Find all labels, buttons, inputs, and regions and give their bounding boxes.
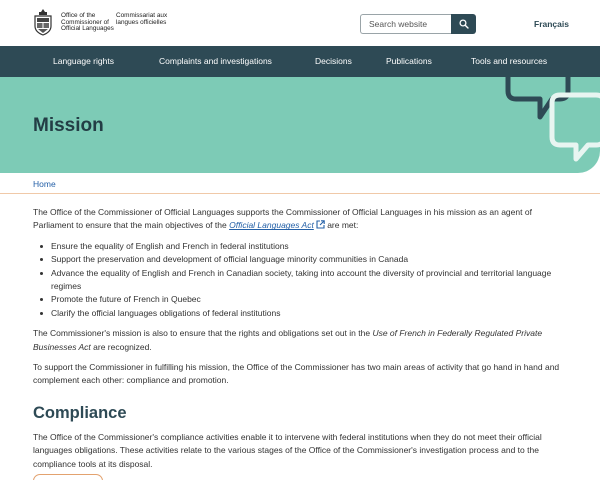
intro-text-part2: are met: <box>324 220 359 231</box>
language-toggle-link[interactable]: Français <box>534 19 569 29</box>
search-icon <box>459 19 469 29</box>
mission-text-part2: are recognized. <box>90 341 152 352</box>
speech-bubbles-decoration-icon <box>500 77 600 173</box>
nav-item-language-rights[interactable]: Language rights <box>53 56 114 66</box>
site-header <box>0 0 600 46</box>
partial-button[interactable] <box>33 474 103 480</box>
main-navigation <box>0 46 600 77</box>
page-banner <box>0 77 600 173</box>
compliance-heading: Compliance <box>33 403 127 422</box>
intro-paragraph <box>33 206 573 233</box>
list-item: Clarify the official languages obligations of federal institutions <box>33 307 573 320</box>
list-item: Ensure the equality of English and French in federal institutions <box>33 240 573 253</box>
search-input[interactable] <box>360 14 452 34</box>
brand-name-french[interactable]: Commissariat aux langues officielles <box>116 12 168 26</box>
nav-item-complaints-investigations[interactable]: Complaints and investigations <box>159 56 272 66</box>
external-link-icon[interactable] <box>316 220 325 229</box>
french-act-title: Use of French in Federally Regulated Private Businesses Act <box>33 328 543 352</box>
mission-paragraph <box>33 327 573 354</box>
nav-item-publications[interactable]: Publications <box>386 56 432 66</box>
nav-item-tools-resources[interactable]: Tools and resources <box>471 56 548 66</box>
objectives-list <box>33 240 573 320</box>
search-button[interactable] <box>451 14 476 34</box>
mission-text-part1: The Commissioner's mission is also to ensure that the rights and obligations set out in the <box>33 328 373 339</box>
breadcrumb-home-link[interactable]: Home <box>33 179 56 189</box>
compliance-paragraph: The Office of the Commissioner's compliance activities enable it to intervene with federal institutions when they do not meet their official languages obligations. These activities relate to the various stages of the Office of the Commissioner's investigation process and to the compliance tools at its disposal. <box>33 431 542 469</box>
coat-of-arms-icon[interactable] <box>32 8 54 36</box>
support-paragraph: To support the Commissioner in fulfilling his mission, the Office of the Commissioner has two main areas of activity that go hand in hand and complement each other: compliance and promotion. <box>33 362 560 386</box>
nav-item-decisions[interactable]: Decisions <box>315 56 352 66</box>
list-item: Promote the future of French in Quebec <box>33 293 573 306</box>
official-languages-act-link[interactable]: Official Languages Act <box>229 220 314 231</box>
page-title: Mission <box>33 115 104 136</box>
list-item: Support the preservation and development of official language minority communities in Canada <box>33 253 573 266</box>
list-item: Advance the equality of English and French in Canadian society, taking into account the diversity of provincial and territorial language regimes <box>33 267 573 294</box>
brand-name-english[interactable]: Office of the Commissioner of Official Languages <box>61 12 114 33</box>
breadcrumb <box>0 174 600 194</box>
intro-text-part1: The Office of the Commissioner of Official Languages supports the Commissioner of Official Languages in his mission as an agent of Parliament to ensure that the main objectives of the <box>33 207 532 231</box>
main-content <box>33 206 573 478</box>
